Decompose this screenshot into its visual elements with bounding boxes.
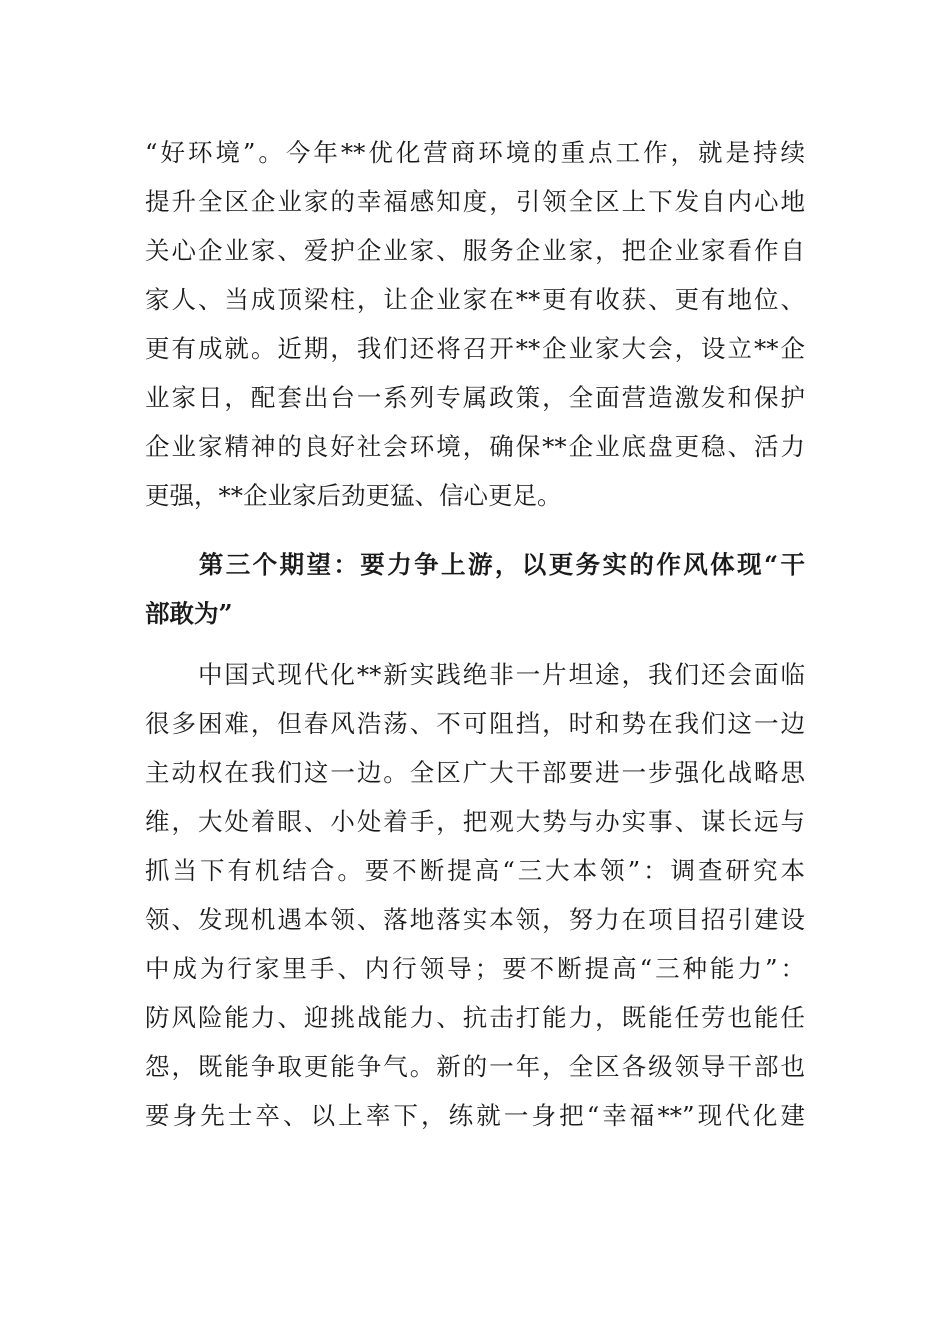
text-line: 主动权在我们这一边。全区广大干部要进一步强化战略思 (145, 758, 805, 787)
paragraph-cadres-dare (145, 650, 805, 1140)
text-line: 抓当下有机结合。要不断提高“三大本领”：调查研究本 (145, 856, 805, 885)
text-line: 要身先士卒、以上率下，练就一身把“幸福**”现代化建 (145, 1101, 805, 1130)
paragraph-good-environment (145, 128, 805, 520)
text-line: 提升全区企业家的幸福感知度，引领全区上下发自内心地 (145, 187, 805, 216)
text-line: 家人、当成顶梁柱，让企业家在**更有收获、更有地位、 (145, 285, 805, 314)
text-line: 怨，既能争取更能争气。新的一年，全区各级领导干部也 (145, 1052, 805, 1081)
heading-line: 部敢为” (145, 599, 233, 628)
text-line: 关心企业家、爱护企业家、服务企业家，把企业家看作自 (145, 236, 805, 265)
text-line: “好环境”。今年**优化营商环境的重点工作，就是持续 (145, 138, 805, 167)
text-line: 中成为行家里手、内行领导；要不断提高“三种能力”： (145, 954, 805, 983)
text-line: 维，大处着眼、小处着手，把观大势与办实事、谋长远与 (145, 807, 805, 836)
text-line: 很多困难，但春风浩荡、不可阻挡，时和势在我们这一边 (145, 709, 805, 738)
text-line: 中国式现代化**新实践绝非一片坦途，我们还会面临 (145, 660, 805, 689)
section-heading-third-expectation (145, 540, 805, 638)
text-line: 企业家精神的良好社会环境，确保**企业底盘更稳、活力 (145, 432, 805, 461)
text-line: 防风险能力、迎挑战能力、抗击打能力，既能任劳也能任 (145, 1003, 805, 1032)
text-line: 更有成就。近期，我们还将召开**企业家大会，设立**企 (145, 334, 805, 363)
text-line: 更强，**企业家后劲更猛、信心更足。 (145, 481, 562, 510)
text-line: 业家日，配套出台一系列专属政策，全面营造激发和保护 (145, 383, 805, 412)
text-line: 领、发现机遇本领、落地落实本领，努力在项目招引建设 (145, 905, 805, 934)
heading-line: 第三个期望：要力争上游，以更务实的作风体现“干 (145, 550, 805, 579)
